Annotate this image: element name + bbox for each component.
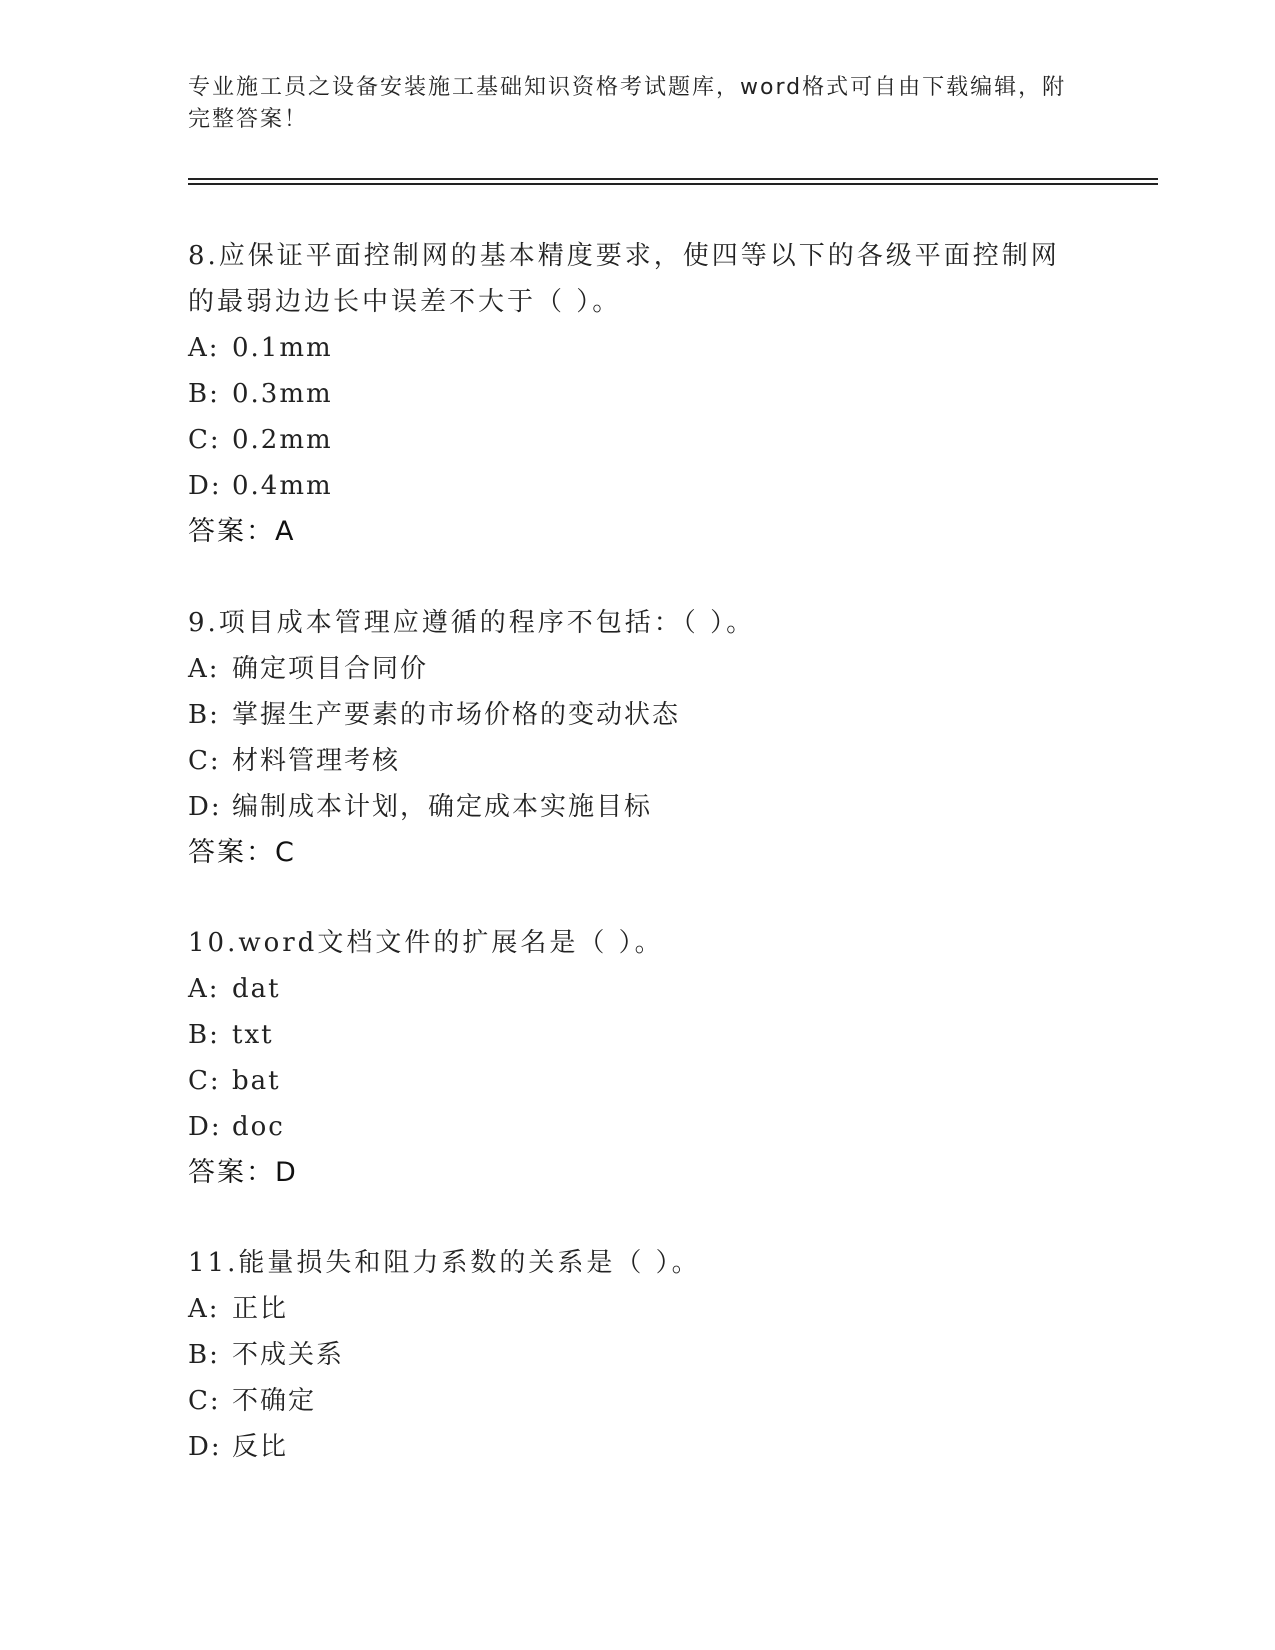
option-text: 0.4mm [232,471,333,501]
option-text: 0.3mm [232,379,333,409]
option-letter: D: [188,471,222,501]
document-header: 专业施工员之设备安装施工基础知识资格考试题库，word格式可自由下载编辑，附完整答案！ [188,75,1067,132]
option-c [188,738,1088,784]
option-text: 确定项目合同价 [232,654,429,684]
option-letter: B: [188,1020,220,1050]
question-8 [188,233,1088,555]
option-a [188,1286,1088,1332]
header-divider-top [188,178,1158,180]
option-text: 不成关系 [232,1340,345,1370]
header-divider-bottom [188,183,1158,185]
option-text: 掌握生产要素的市场价格的变动状态 [232,700,681,730]
answer-label: 答案：D [188,1157,298,1188]
option-b [188,1332,1088,1378]
option-letter: A: [188,974,220,1004]
option-d [188,463,1088,509]
option-text: 反比 [232,1432,289,1462]
option-text: 0.2mm [232,425,333,455]
option-b [188,692,1088,738]
option-text: 编制成本计划，确定成本实施目标 [232,792,653,822]
option-d [188,1424,1088,1470]
option-c [188,1058,1088,1104]
option-letter: D: [188,792,222,822]
option-letter: D: [188,1432,222,1462]
option-letter: B: [188,1340,220,1370]
question-10 [188,920,1088,1196]
option-letter: C: [188,1066,221,1096]
option-a [188,646,1088,692]
option-text: txt [232,1020,274,1050]
option-letter: D: [188,1112,222,1142]
option-b [188,1012,1088,1058]
option-letter: C: [188,425,221,455]
option-letter: A: [188,333,220,363]
option-letter: A: [188,1294,220,1324]
option-letter: B: [188,379,220,409]
answer-label: 答案：C [188,837,296,868]
question-9 [188,600,1088,876]
question-stem: 10.word文档文件的扩展名是（ ）。 [188,928,664,958]
option-b [188,371,1088,417]
option-text: doc [232,1112,285,1142]
option-text: 不确定 [232,1386,317,1416]
option-text: bat [232,1066,281,1096]
question-11 [188,1240,1088,1470]
option-c [188,1378,1088,1424]
option-c [188,417,1088,463]
option-a [188,325,1088,371]
question-stem: 8.应保证平面控制网的基本精度要求，使四等以下的各级平面控制网的最弱边边长中误差不大于（ ）。 [188,241,1060,317]
question-stem: 9.项目成本管理应遵循的程序不包括：（ ）。 [188,608,756,638]
option-letter: C: [188,746,221,776]
question-stem: 11.能量损失和阻力系数的关系是（ ）。 [188,1248,701,1278]
option-text: dat [232,974,281,1004]
option-letter: C: [188,1386,221,1416]
option-letter: B: [188,700,220,730]
option-d [188,1104,1088,1150]
option-text: 正比 [232,1294,289,1324]
option-text: 0.1mm [232,333,333,363]
option-letter: A: [188,654,220,684]
answer-label: 答案：A [188,516,296,547]
option-d [188,784,1088,830]
option-a [188,966,1088,1012]
option-text: 材料管理考核 [232,746,401,776]
